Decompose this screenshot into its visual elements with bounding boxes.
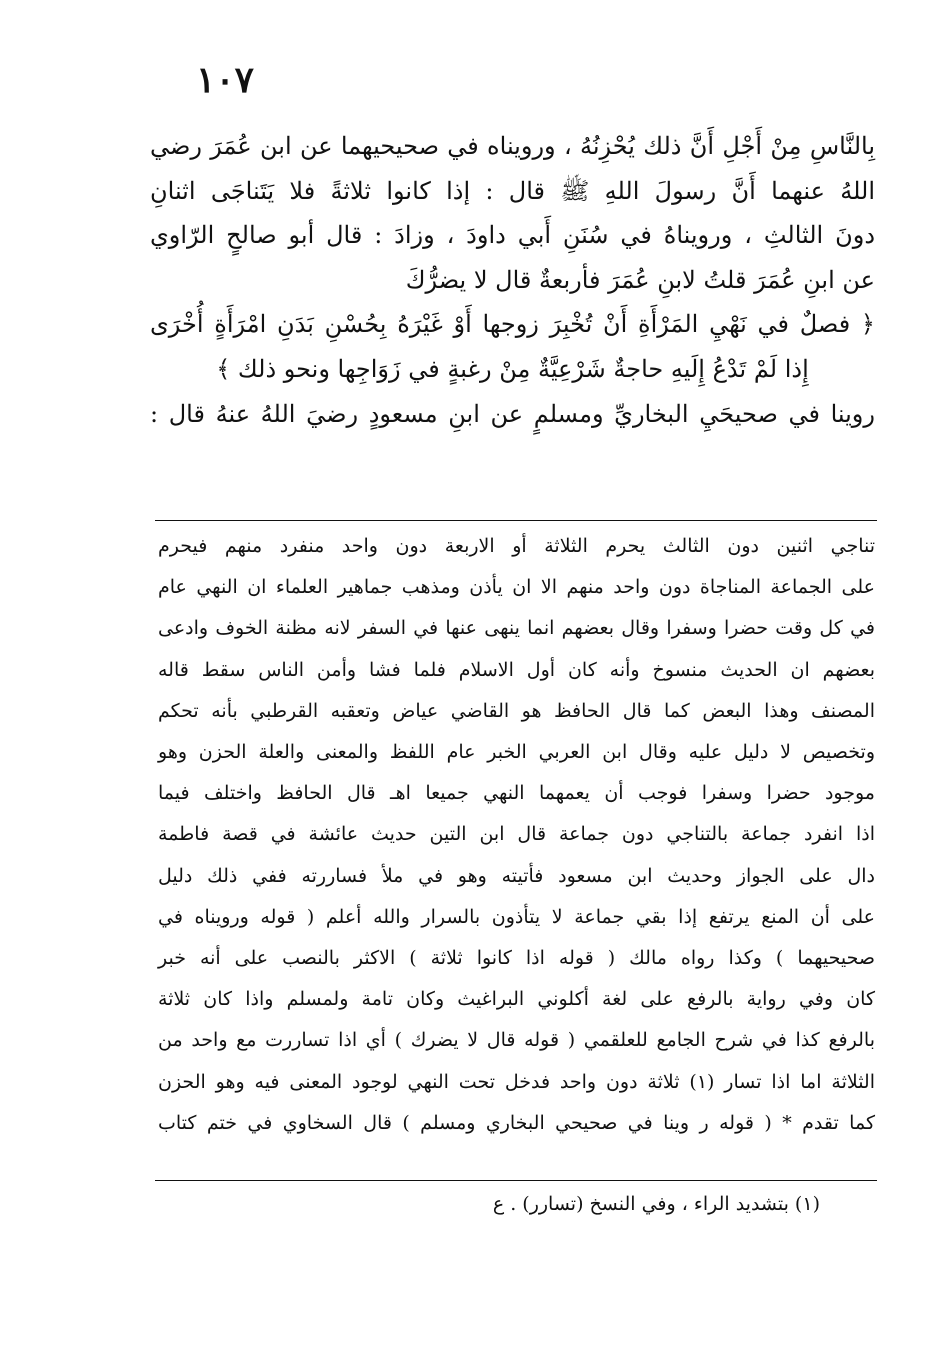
- footnote-rule: [155, 1180, 877, 1181]
- commentary-line: في كل وقت حضرا وسفرا وقال بعضهم انما ينهى عنها في السفر لانه مظنة الخوف وادعى: [158, 617, 875, 640]
- section-heading: ﴿ فصلٌ في نَهْيِ المَرْأَةِ أَنْ تُخْبِرَ زوجها أَوْ غَيْرَهُ بِحُسْنِ بَدَنِ امْرَأَةٍ أُخْرَى: [150, 310, 875, 339]
- commentary-line: بعضهم ان الحديث منسوخ وأنه كان أول الاسلام فلما فشا وأمن الناس سقط قاله: [158, 658, 875, 681]
- commentary-line: اذا انفرد جماعة بالتناجي دون جماعة قال ابن التين حديث عائشة في قصة فاطمة: [158, 823, 875, 846]
- footnote: (١) بتشديد الراء ، وفي النسخ (تسارر) . ع: [492, 1193, 820, 1215]
- commentary-line: صحيحيهما ) وكذا رواه مالك ( قوله اذا كانوا ثلاثة ) الاكثر بالنصب على أنه خبر: [158, 947, 875, 970]
- commentary-line: على أن المنع يرتفع إذا بقي جماعة لا يتأذون بالسرار والله أعلم ( قوله ورويناه في: [158, 905, 875, 928]
- commentary-line: كما تقدم * ( قوله ر وينا في صحيحي البخاري ومسلم ) قال السخاوي في ختم كتاب: [158, 1111, 875, 1134]
- commentary-line: موجود حضرا وسفرا فوجب أن يعمهما النهي جميعا اهـ قال الحافظ واختلف فيما: [158, 782, 875, 805]
- separator-rule: [155, 520, 877, 521]
- page-number: ١٠٧: [196, 59, 255, 101]
- commentary-line: دال على الجواز وحديث ابن مسعود فأتيته وهو في ملأ فساررته ففي ذلك دليل: [158, 864, 875, 887]
- main-text: [150, 124, 875, 436]
- commentary-line: على الجماعة المناجاة دون واحد منهم الا ان يأذن ومذهب جماهير العلماء ان النهي عام: [158, 576, 875, 599]
- main-line: عن ابنِ عُمَرَ قلتُ لابنِ عُمَرَ فأربعةٌ قال لا يضرُّكَ: [405, 265, 875, 294]
- commentary-line: بالرفع كذا في شرح الجامع للعلقمي ( قوله قال لا يضرك ) أي اذا تساررت مع واحد من: [158, 1029, 875, 1052]
- commentary-line: كان وفي رواية بالرفع على لغة أكلوني البراغيث وكان تامة ولمسلم واذا كان ثلاثة: [158, 988, 875, 1011]
- commentary-text: [158, 526, 875, 1144]
- main-line: اللهُ عنهما أَنَّ رسولَ اللهِ ﷺ قال : إذا كانوا ثلاثةً فلا يَتَناجَى اثنانِ: [150, 176, 875, 205]
- commentary-line: الثلاثة اما اذا تسار (١) ثلاثة دون واحد فدخل تحت النهي لوجود المعنى فيه وهو الحزن: [158, 1070, 875, 1093]
- main-line: دونَ الثالثِ ، ورويناهُ في سُنَنِ أَبي داودَ ، وزادَ : قال أبو صالحٍ الرّاوي: [150, 221, 875, 250]
- commentary-line: المصنف وهذا البعض كما قال الحافظ هو القاضي عياض وتعقبه القرطبي بأنه تحكم: [158, 699, 875, 722]
- section-heading-continuation: إِذا لَمْ تَدْعُ إِلَيهِ حاجةٌ شَرْعِيَّةٌ مِنْ رغبةٍ في زَوَاجِها ونحو ذلك ﴾: [216, 354, 809, 383]
- commentary-line: وتخصيص لا دليل عليه وقال ابن العربي الخبر عام اللفظ والمعنى والعلة الحزن وهو: [158, 741, 875, 764]
- main-closing-line: روينا في صحيحَيِ البخاريِّ ومسلمٍ عن ابنِ مسعودٍ رضيَ اللهُ عنهُ قال :: [150, 399, 875, 428]
- main-line: بِالنَّاسِ مِنْ أَجْلِ أَنَّ ذلك يُحْزِنُهُ ، ورويناه في صحيحيهما عن ابن عُمَرَ رضي: [150, 132, 875, 160]
- commentary-line: تناجي اثنين دون الثالث يحرم الثلاثة أو الاربعة دون واحد منفرد منهم فيحرم: [158, 535, 875, 557]
